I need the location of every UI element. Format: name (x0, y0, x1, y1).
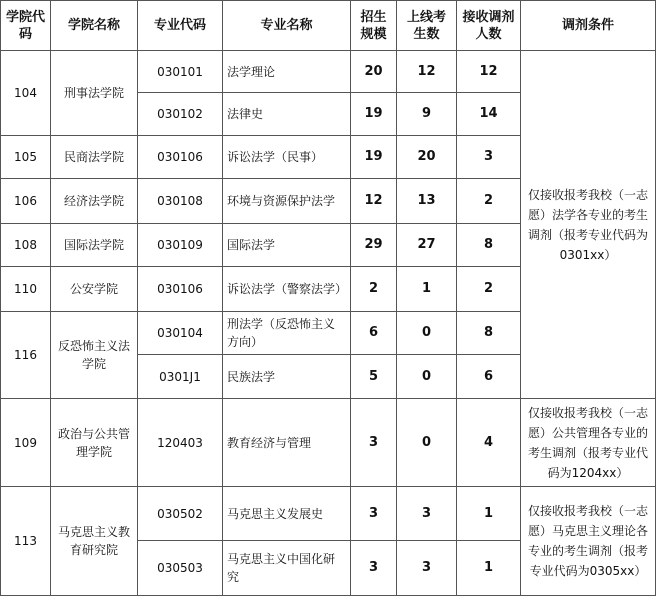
major-name: 马克思主义发展史 (223, 487, 351, 541)
online-value: 0 (397, 312, 457, 355)
online-value: 20 (397, 136, 457, 179)
major-name: 环境与资源保护法学 (223, 179, 351, 224)
transfer-value: 3 (457, 136, 521, 179)
major-name: 法学理论 (223, 51, 351, 93)
major-name: 国际法学 (223, 224, 351, 267)
major-code: 030106 (138, 267, 223, 312)
table-row (1, 487, 656, 541)
header-major-name: 专业名称 (223, 1, 351, 51)
header-enroll: 招生规模 (351, 1, 397, 51)
college-code: 105 (1, 136, 51, 179)
online-value: 0 (397, 355, 457, 399)
transfer-value: 12 (457, 51, 521, 93)
major-name: 诉讼法学（民事） (223, 136, 351, 179)
major-name: 教育经济与管理 (223, 399, 351, 487)
table-row (1, 51, 656, 93)
major-code: 0301J1 (138, 355, 223, 399)
major-code: 030502 (138, 487, 223, 541)
header-transfer: 接收调剂人数 (457, 1, 521, 51)
enroll-value: 20 (351, 51, 397, 93)
major-name: 法律史 (223, 93, 351, 136)
major-code: 030109 (138, 224, 223, 267)
enroll-value: 19 (351, 93, 397, 136)
college-code: 108 (1, 224, 51, 267)
transfer-value: 4 (457, 399, 521, 487)
major-name: 刑法学（反恐怖主义方向） (223, 312, 351, 355)
transfer-value: 1 (457, 487, 521, 541)
condition-marxism: 仅接收报考我校（一志愿）马克思主义理论各专业的考生调剂（报考专业代码为0305xx） (521, 487, 656, 596)
major-name: 马克思主义中国化研究 (223, 541, 351, 596)
transfer-value: 6 (457, 355, 521, 399)
major-code: 030102 (138, 93, 223, 136)
enroll-value: 19 (351, 136, 397, 179)
condition-public-admin: 仅接收报考我校（一志愿）公共管理各专业的考生调剂（报考专业代码为1204xx） (521, 399, 656, 487)
college-name: 经济法学院 (51, 179, 138, 224)
transfer-value: 14 (457, 93, 521, 136)
college-name: 公安学院 (51, 267, 138, 312)
enroll-value: 6 (351, 312, 397, 355)
college-code: 113 (1, 487, 51, 596)
online-value: 9 (397, 93, 457, 136)
online-value: 12 (397, 51, 457, 93)
college-name: 民商法学院 (51, 136, 138, 179)
enroll-value: 3 (351, 541, 397, 596)
major-code: 030101 (138, 51, 223, 93)
enroll-value: 5 (351, 355, 397, 399)
online-value: 3 (397, 487, 457, 541)
header-row (1, 1, 656, 51)
major-code: 030106 (138, 136, 223, 179)
college-code: 109 (1, 399, 51, 487)
header-online: 上线考生数 (397, 1, 457, 51)
transfer-value: 8 (457, 224, 521, 267)
online-value: 3 (397, 541, 457, 596)
college-name: 刑事法学院 (51, 51, 138, 136)
college-name: 反恐怖主义法学院 (51, 312, 138, 399)
enroll-value: 29 (351, 224, 397, 267)
enroll-value: 3 (351, 487, 397, 541)
enroll-value: 12 (351, 179, 397, 224)
transfer-value: 2 (457, 267, 521, 312)
header-conditions: 调剂条件 (521, 1, 656, 51)
condition-law: 仅接收报考我校（一志愿）法学各专业的考生调剂（报考专业代码为0301xx） (521, 51, 656, 399)
online-value: 1 (397, 267, 457, 312)
major-code: 120403 (138, 399, 223, 487)
major-code: 030108 (138, 179, 223, 224)
transfer-value: 2 (457, 179, 521, 224)
major-code: 030503 (138, 541, 223, 596)
major-name: 民族法学 (223, 355, 351, 399)
table-row (1, 399, 656, 487)
college-code: 110 (1, 267, 51, 312)
online-value: 13 (397, 179, 457, 224)
major-code: 030104 (138, 312, 223, 355)
college-name: 国际法学院 (51, 224, 138, 267)
header-major-code: 专业代码 (138, 1, 223, 51)
online-value: 27 (397, 224, 457, 267)
header-college-code: 学院代码 (1, 1, 51, 51)
college-code: 116 (1, 312, 51, 399)
transfer-value: 1 (457, 541, 521, 596)
college-code: 104 (1, 51, 51, 136)
college-name: 马克思主义教育研究院 (51, 487, 138, 596)
enroll-value: 3 (351, 399, 397, 487)
major-name: 诉讼法学（警察法学） (223, 267, 351, 312)
header-college-name: 学院名称 (51, 1, 138, 51)
college-code: 106 (1, 179, 51, 224)
online-value: 0 (397, 399, 457, 487)
college-name: 政治与公共管理学院 (51, 399, 138, 487)
transfer-value: 8 (457, 312, 521, 355)
enroll-value: 2 (351, 267, 397, 312)
